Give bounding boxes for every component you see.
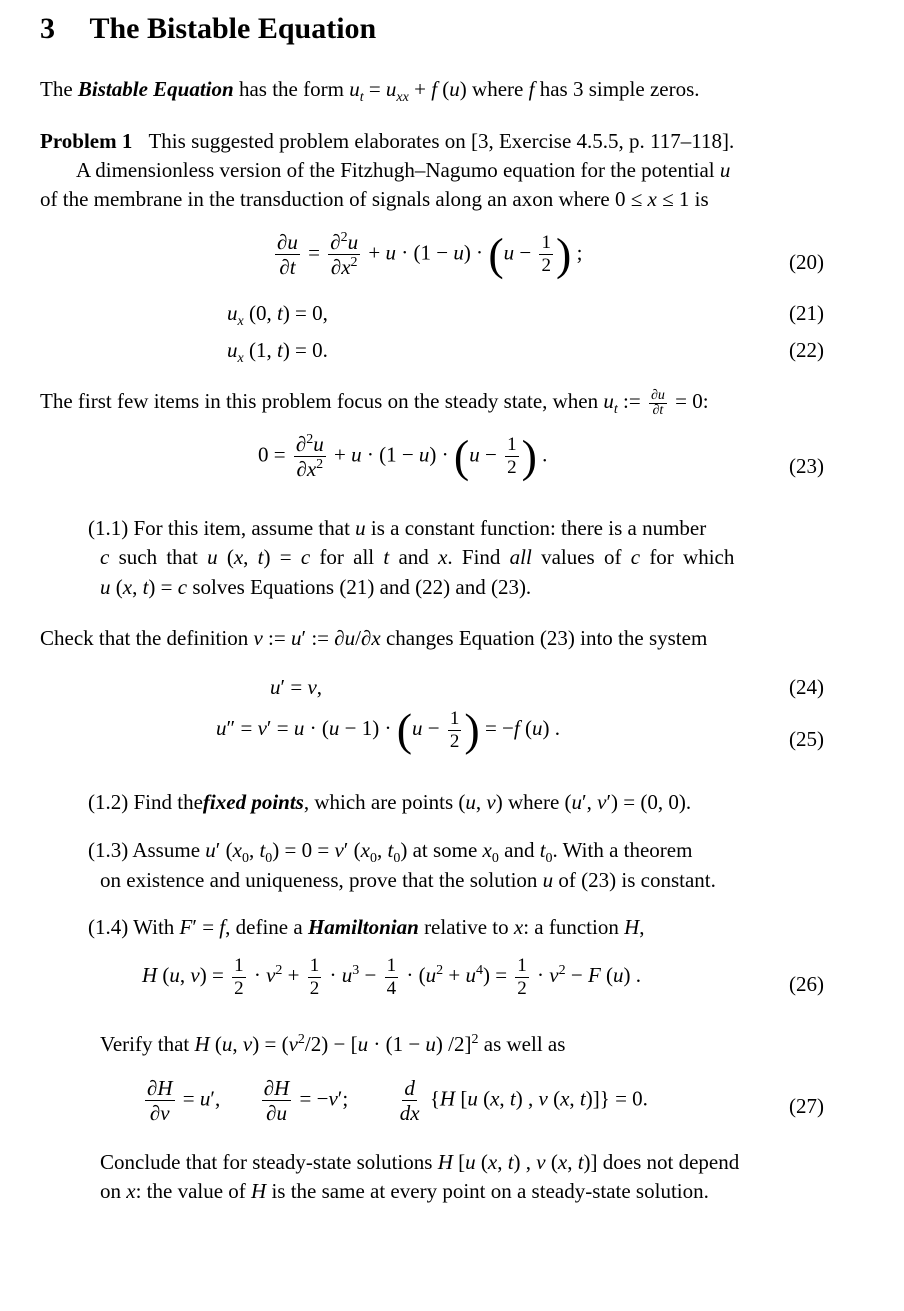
item-1-2: (1.2) Find thefixed points, which are points (u, v) where (u′, v′) = (0, 0). xyxy=(88,790,692,814)
item-1-1-line3: u (x, t) = c solves Equations (21) and (22) and (23). xyxy=(100,575,532,599)
fixed-points-term: fixed points xyxy=(202,790,304,814)
check-line: Check that the definition v := u′ := ∂u/∂x changes Equation (23) into the system xyxy=(40,626,708,650)
item-1-3-line1: (1.3) Assume u′ ($x_0$, $t_0) = 0 = v'$ ($x_0$, $t_0$) at some $x_0$ and $t_0$. With a theorem xyxy=(88,838,693,867)
steady-state-line: The first few items in this problem focus on the steady state, when $u_t$ := $\frac{\partial u}{\partial t}$ = 0: xyxy=(40,387,709,418)
problem-line3: of the membrane in the transduction of signals along an axon where 0 ≤ x ≤ 1 is xyxy=(40,187,709,211)
eq-number-27: (27) xyxy=(789,1094,824,1118)
eq-number-23: (23) xyxy=(789,454,824,478)
section-heading xyxy=(40,14,376,43)
equation-22: $u_x$ (1, t) = 0. xyxy=(227,338,328,367)
eq-number-22: (22) xyxy=(789,338,824,362)
conclude-line2: on x: the value of H is the same at every point on a steady-state solution. xyxy=(100,1179,709,1203)
eq-number-26: (26) xyxy=(789,972,824,996)
equation-25: u″ = v′ = u · (u − 1) · (u − $\frac{1}{2}$ ) = −f (u) . xyxy=(216,704,560,755)
equation-21: $u_x$ (0, t) = 0, xyxy=(227,301,328,330)
verify-line: Verify that H (u, $v) = (v^2/2) - [u \cdot (1 - u)$ /2]$^2$ as well as xyxy=(100,1032,566,1056)
eq-number-21: (21) xyxy=(789,301,824,325)
item-1-1-line1: (1.1) For this item, assume that u is a constant function: there is a number xyxy=(88,516,707,540)
item-1-1-label: (1.1) xyxy=(88,516,129,540)
conclude-line1: Conclude that for steady-state solutions H [u (x, t) , v (x, t)] does not depend xyxy=(100,1150,740,1174)
section-title: The Bistable Equation xyxy=(89,12,377,45)
equation-20: $\frac{\partial u}{\partial t}$ = $\frac{\partial^2u}{\partial x^2}$ + u · (1 − u) · (u − $\frac{1}{2}$ ) ; xyxy=(277,228,583,280)
problem-label: Problem 1 xyxy=(40,129,133,153)
problem-line1: Problem 1 This suggested problem elaborates on [3, Exercise 4.5.5, p. 117–118]. xyxy=(40,129,735,153)
item-1-3-line2: on existence and uniqueness, prove that the solution u of (23) is constant. xyxy=(100,868,716,892)
eq-number-20: (20) xyxy=(789,250,824,274)
equation-26: H (u, v) = $\frac{1}{2}$ · $v^2$ + $\frac{1}{2}$ · $u^3$ − $\frac{1}{4}$ · $(u^2 + u^4)$ = $\frac{1}{2}$ · $v^2 - F$ (u) . xyxy=(142,955,642,999)
equation-23: 0 = $\frac{\partial^2u}{\partial x^2}$ + u · (1 − u) · (u − $\frac{1}{2}$ ) . xyxy=(258,430,548,482)
item-1-4-label: (1.4) xyxy=(88,915,129,939)
eq-number-24: (24) xyxy=(789,675,824,699)
problem-line2: A dimensionless version of the Fitzhugh–Nagumo equation for the potential u xyxy=(76,158,731,182)
item-1-4-line1: (1.4) With F′ = f, define a Hamiltonian relative to x: a function H, xyxy=(88,915,645,939)
equation-24: u′ = v, xyxy=(270,675,323,699)
eq-number-25: (25) xyxy=(789,727,824,751)
intro-line: The Bistable Equation has the form $u_t = u_{xx} + f$ (u) where f has 3 simple zeros. xyxy=(40,77,700,106)
item-1-1-line2: c such that u (x, t) = c for all t and x. Find all values of c for which xyxy=(100,545,735,569)
equation-27: $\frac{\partial H}{\partial v}$ = u′, $\frac{\partial H}{\partial u}$ = −v′; $\frac{d}{dx}$ {H [u (x, t) , v (x, t)]} = 0. xyxy=(147,1076,648,1126)
bistable-term: Bistable Equation xyxy=(77,77,234,101)
section-number: 3 xyxy=(40,12,55,45)
item-1-2-label: (1.2) xyxy=(88,790,129,814)
item-1-3-label: (1.3) xyxy=(88,838,129,862)
hamiltonian-term: Hamiltonian xyxy=(307,915,419,939)
